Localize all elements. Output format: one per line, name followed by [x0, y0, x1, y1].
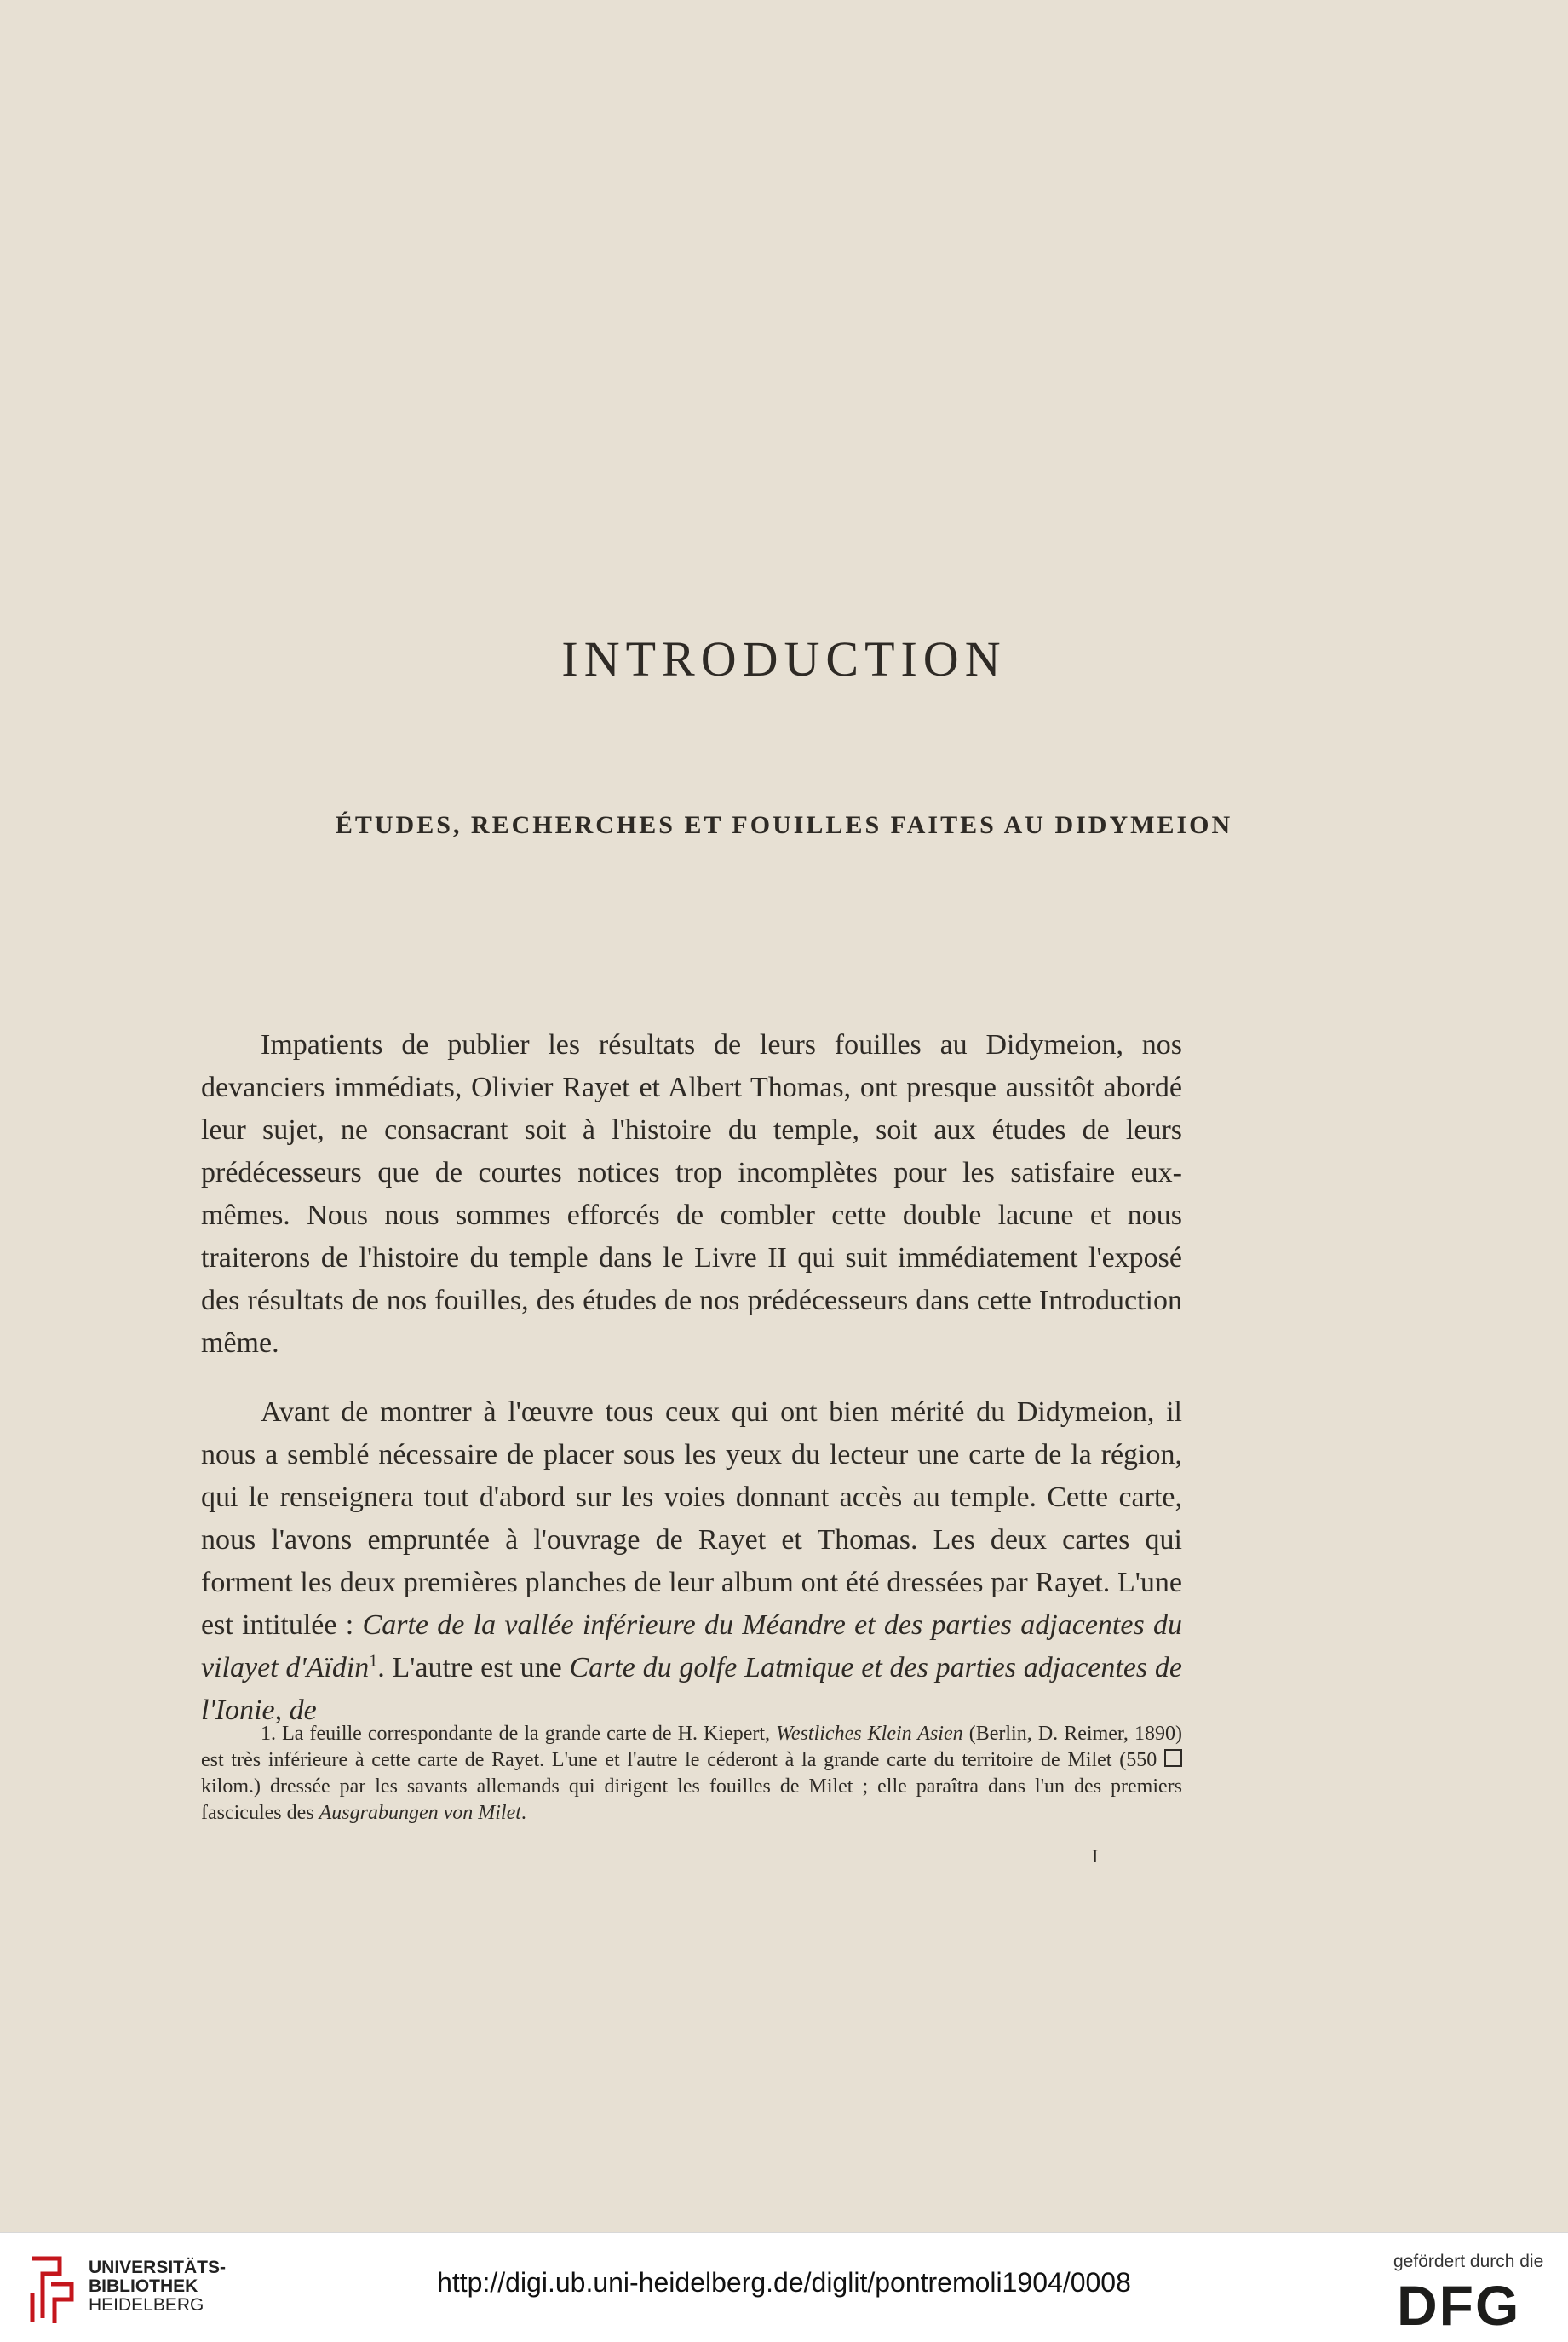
library-name-line2: BIBLIOTHEK [89, 2276, 198, 2296]
square-symbol-icon [1164, 1749, 1182, 1767]
library-name-line3: HEIDELBERG [89, 2295, 204, 2315]
footnote-text-d: . [520, 1802, 526, 1824]
library-name-line1: UNIVERSITÄTS- [89, 2258, 227, 2277]
footnote-italic-b: Ausgrabungen von Milet [319, 1802, 521, 1824]
footnote-italic-a: Westliches Klein Asien [776, 1723, 963, 1745]
map-title-2: Carte du golfe Latmique et des parties adjacentes de l'Ionie, de [201, 1652, 1182, 1726]
footnote [201, 1721, 1182, 1827]
footnote-marker: 1 [369, 1651, 378, 1671]
dfg-logo: DFG [1397, 2274, 1521, 2337]
section-subtitle: ÉTUDES, RECHERCHES ET FOUILLES FAITES AU DIDYMEION [335, 811, 1233, 839]
footnote-text-a: 1. La feuille correspondante de la grande carte de H. Kiepert, [261, 1723, 777, 1745]
paragraph-2-text-b: . L'autre est une [377, 1652, 570, 1683]
paragraph-2 [201, 1391, 1182, 1732]
viewer-footer [0, 2232, 1568, 2342]
page-title: INTRODUCTION [561, 631, 1007, 687]
funding-note: gefördert durch die [1393, 2252, 1544, 2271]
page-url-link[interactable]: http://digi.ub.uni-heidelberg.de/diglit/pontremoli1904/0008 [437, 2267, 1131, 2298]
footnote-text-c: kilom.) dressée par les savants allemands qui dirigent les fouilles de Milet ; elle paraîtra dans l'un des premiers fascicules des [201, 1775, 1182, 1824]
map-title-1: Carte de la vallée inférieure du Méandre et des parties adjacentes du vilayet d'Aïdin [201, 1609, 1182, 1683]
page-number: I [1092, 1845, 1099, 1867]
paragraph-2-text-a: Avant de montrer à l'œuvre tous ceux qui ont bien mérité du Didymeion, il nous a semblé nécessaire de placer sous les yeux du lecteur une carte de la région, qui le renseignera tout d'abord sur les voies donnant accès au temple. Cette carte, nous l'avons empruntée à l'ouvrage de Rayet et Thomas. Les deux cartes qui forment les deux premières planches de leur album ont été dressées par Rayet. L'une est intitulée : [201, 1396, 1182, 1641]
footnote-text-b: (Berlin, D. Reimer, 1890) est très inférieure à cette carte de Rayet. L'une et l'autre le céderont à la grande carte du territoire de Milet (550 [201, 1723, 1183, 1771]
paragraph-1: Impatients de publier les résultats de leurs fouilles au Didymeion, nos devanciers immédiats, Olivier Rayet et Albert Thomas, ont presque aussitôt abordé leur sujet, ne consacrant soit à l'histoire du temple, soit aux études de leurs prédécesseurs que de courtes notices trop incomplètes pour les satisfaire eux-mêmes. Nous nous sommes efforcés de combler cette double lacune et nous traiterons de l'histoire du temple dans le Livre II qui suit immédiatement l'exposé des résultats de nos fouilles, des études de nos prédécesseurs dans cette Introduction même. [201, 1029, 1182, 1359]
